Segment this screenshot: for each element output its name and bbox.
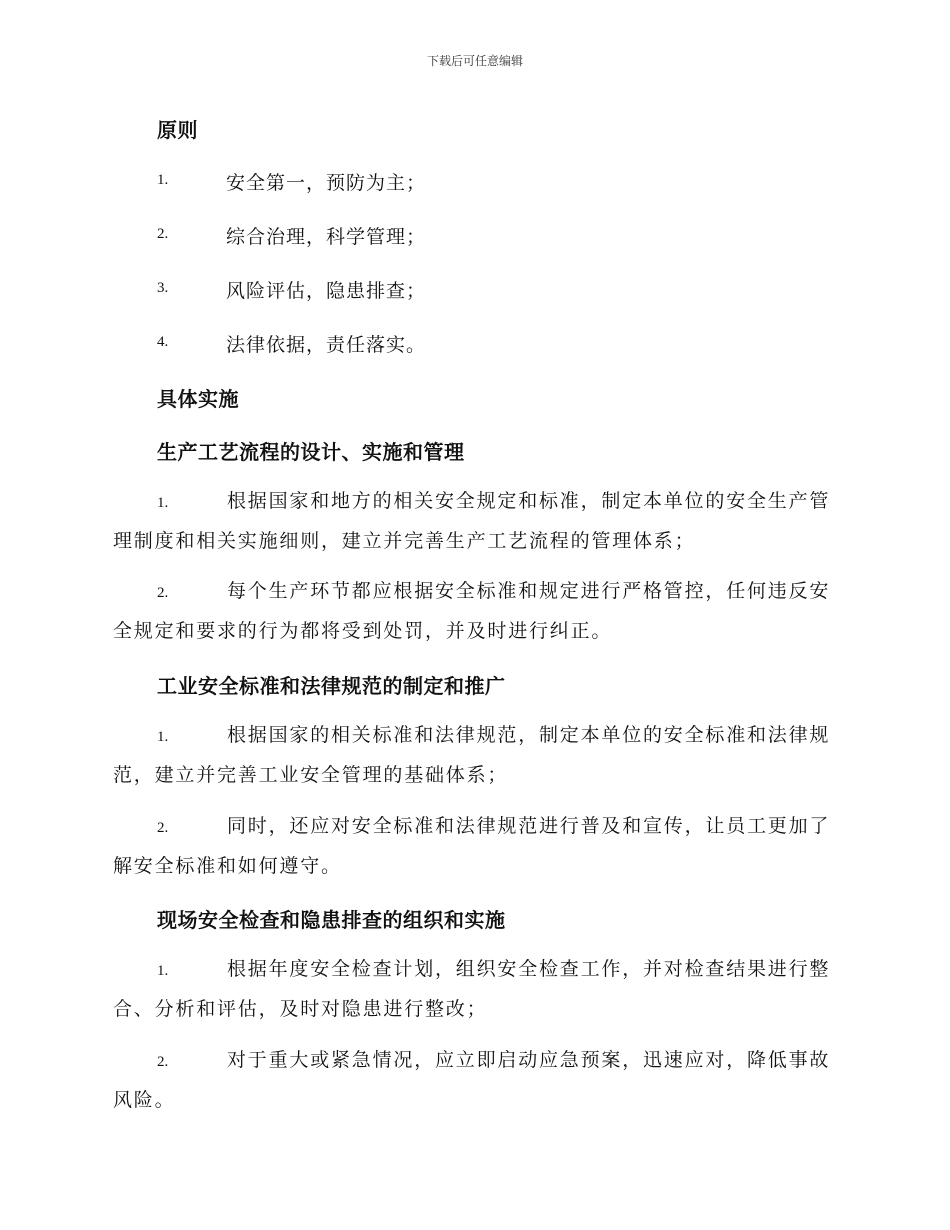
principle-2-text: 综合治理，科学管理； [226,226,427,248]
section3-item-1-number: 1. [157,963,169,979]
section3-title: 现场安全检查和隐患排查的组织和实施 [157,908,506,932]
section1-item-1-number: 1. [157,495,169,511]
principle-1-text: 安全第一，预防为主； [226,172,427,194]
section1-item-1-text: 根据国家和地方的相关安全规定和标准，制定本单位的安全生产管理制度和相关实施细则，建立并完善生产工艺流程的管理体系； [113,490,831,552]
section3-item-1-text: 根据年度安全检查计划，组织安全检查工作，并对检查结果进行整合、分析和评估，及时对隐患进行整改； [113,958,831,1020]
page-header: 下载后可任意编辑 [426,54,523,68]
principle-4-number: 4. [157,334,169,350]
section2-item-1-text: 根据国家的相关标准和法律规范，制定本单位的安全标准和法律规范，建立并完善工业安全管理的基础体系； [113,724,831,786]
section1-item-2 [113,572,833,650]
section1-item-2-number: 2. [157,585,169,601]
section2-item-1 [113,716,833,794]
section1-title: 生产工艺流程的设计、实施和管理 [157,440,465,464]
section2-title: 工业安全标准和法律规范的制定和推广 [157,674,506,698]
section2-item-2-number: 2. [157,820,169,836]
implementation-title: 具体实施 [157,387,239,411]
section3-item-2-number: 2. [157,1054,169,1070]
section2-item-1-number: 1. [157,729,169,745]
principles-title: 原则 [157,118,198,142]
section3-item-2-text: 对于重大或紧急情况，应立即启动应急预案，迅速应对，降低事故风险。 [113,1049,831,1111]
section1-item-1 [113,482,833,560]
section3-item-2 [113,1041,833,1119]
section2-item-2-text: 同时，还应对安全标准和法律规范进行普及和宣传，让员工更加了解安全标准和如何遵守。 [113,815,831,877]
section2-item-2 [113,807,833,885]
principle-3-text: 风险评估，隐患排查； [226,280,427,302]
principle-1-number: 1. [157,172,169,188]
section1-item-2-text: 每个生产环节都应根据安全标准和规定进行严格管控，任何违反安全规定和要求的行为都将受到处罚，并及时进行纠正。 [113,580,831,642]
section3-item-1 [113,950,833,1028]
principle-2-number: 2. [157,226,169,242]
principle-4-text: 法律依据，责任落实。 [226,334,427,356]
principle-3-number: 3. [157,280,169,296]
